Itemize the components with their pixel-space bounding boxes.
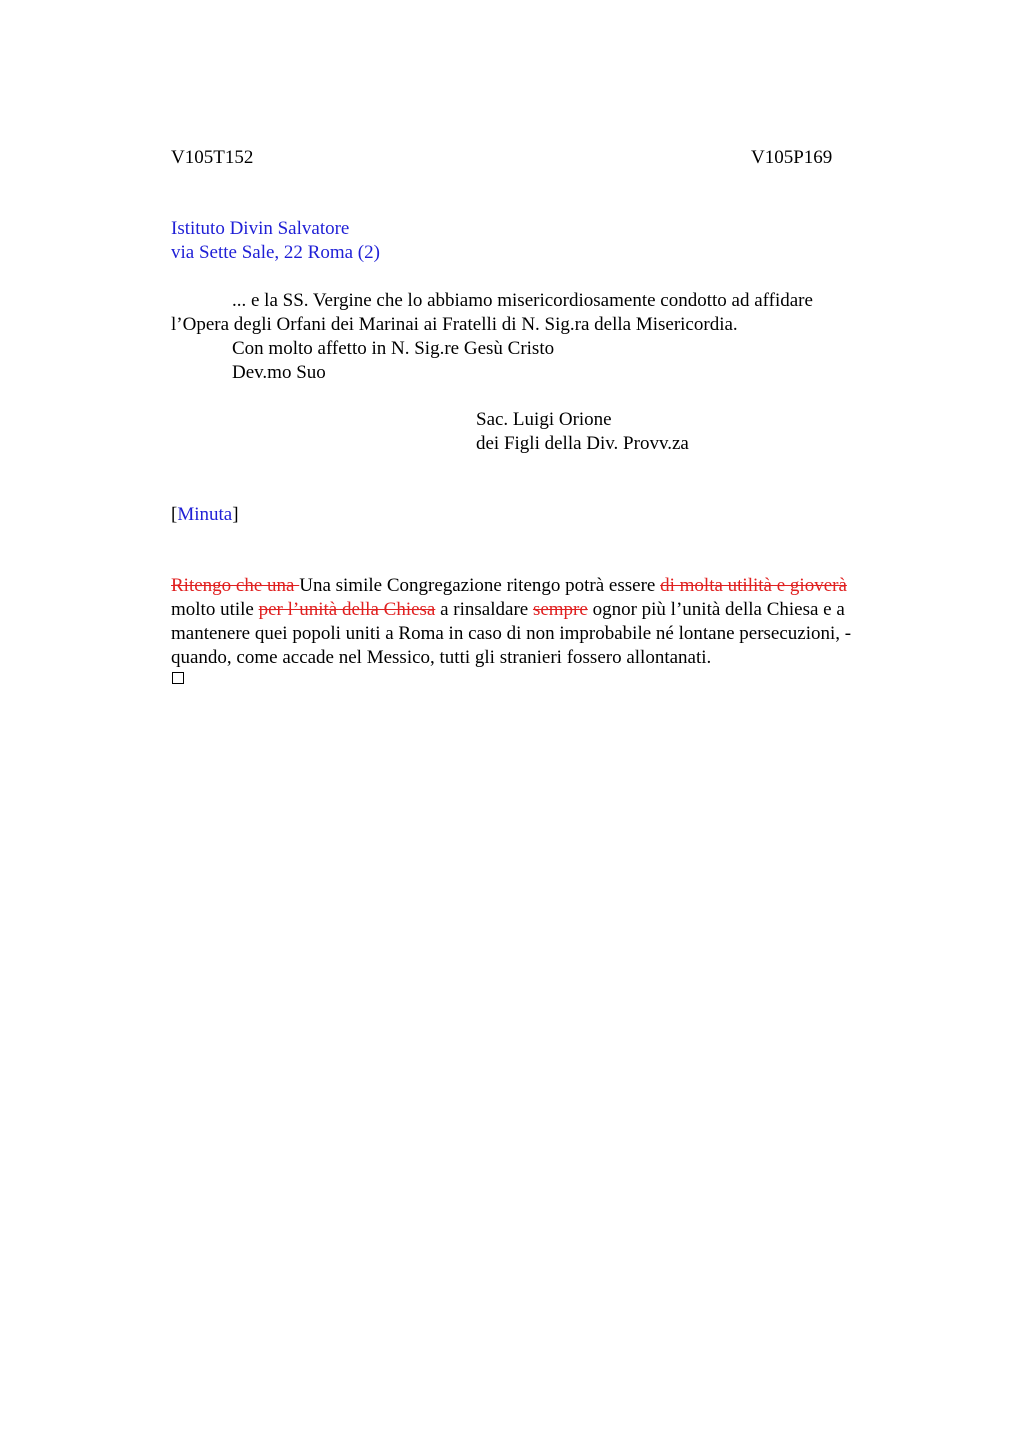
minuta-heading — [171, 503, 239, 527]
letter-paragraph-line-2: l’Opera degli Orfani dei Marinai ai Fratelli di N. Sig.ra della Misericordia. — [171, 314, 738, 335]
deleted-text: sempre — [532, 599, 588, 620]
deleted-text: Ritengo che una — [171, 575, 300, 596]
letter-closing-2: Dev.mo Suo — [232, 362, 326, 383]
letter-paragraph-line-1: ... e la SS. Vergine che lo abbiamo misericordiosamente condotto ad affidare — [232, 290, 813, 311]
draft-line-2 — [171, 598, 845, 622]
address-line-2: via Sette Sale, 22 Roma (2) — [171, 242, 380, 263]
draft-text: Una simile Congregazione ritengo potrà essere — [299, 575, 661, 596]
address-line-1: Istituto Divin Salvatore — [171, 218, 350, 239]
minuta-bracket-close: ] — [232, 504, 239, 525]
deleted-text: di molta utilità e gioverà — [660, 575, 847, 596]
draft-line-4: quando, come accade nel Messico, tutti gli stranieri fossero allontanati. — [171, 647, 712, 668]
minuta-label: Minuta — [177, 504, 233, 525]
draft-text: a rinsaldare — [435, 599, 533, 620]
letter-closing-1: Con molto affetto in N. Sig.re Gesù Cristo — [232, 338, 555, 359]
deleted-text: per l’unità della Chiesa — [258, 599, 436, 620]
document-code-left: V105T152 — [171, 147, 254, 168]
empty-box-icon — [172, 672, 184, 684]
draft-text: molto utile — [171, 599, 259, 620]
draft-text: ognor più l’unità della Chiesa e a — [587, 599, 845, 620]
signature-title: dei Figli della Div. Provv.za — [476, 433, 689, 454]
signature-name: Sac. Luigi Orione — [476, 409, 612, 430]
minuta-bracket-open: [ — [171, 504, 178, 525]
draft-line-3: mantenere quei popoli uniti a Roma in caso di non improbabile né lontane persecuzioni, - — [171, 623, 852, 644]
document-code-right: V105P169 — [751, 147, 833, 168]
draft-line-1 — [171, 574, 847, 598]
